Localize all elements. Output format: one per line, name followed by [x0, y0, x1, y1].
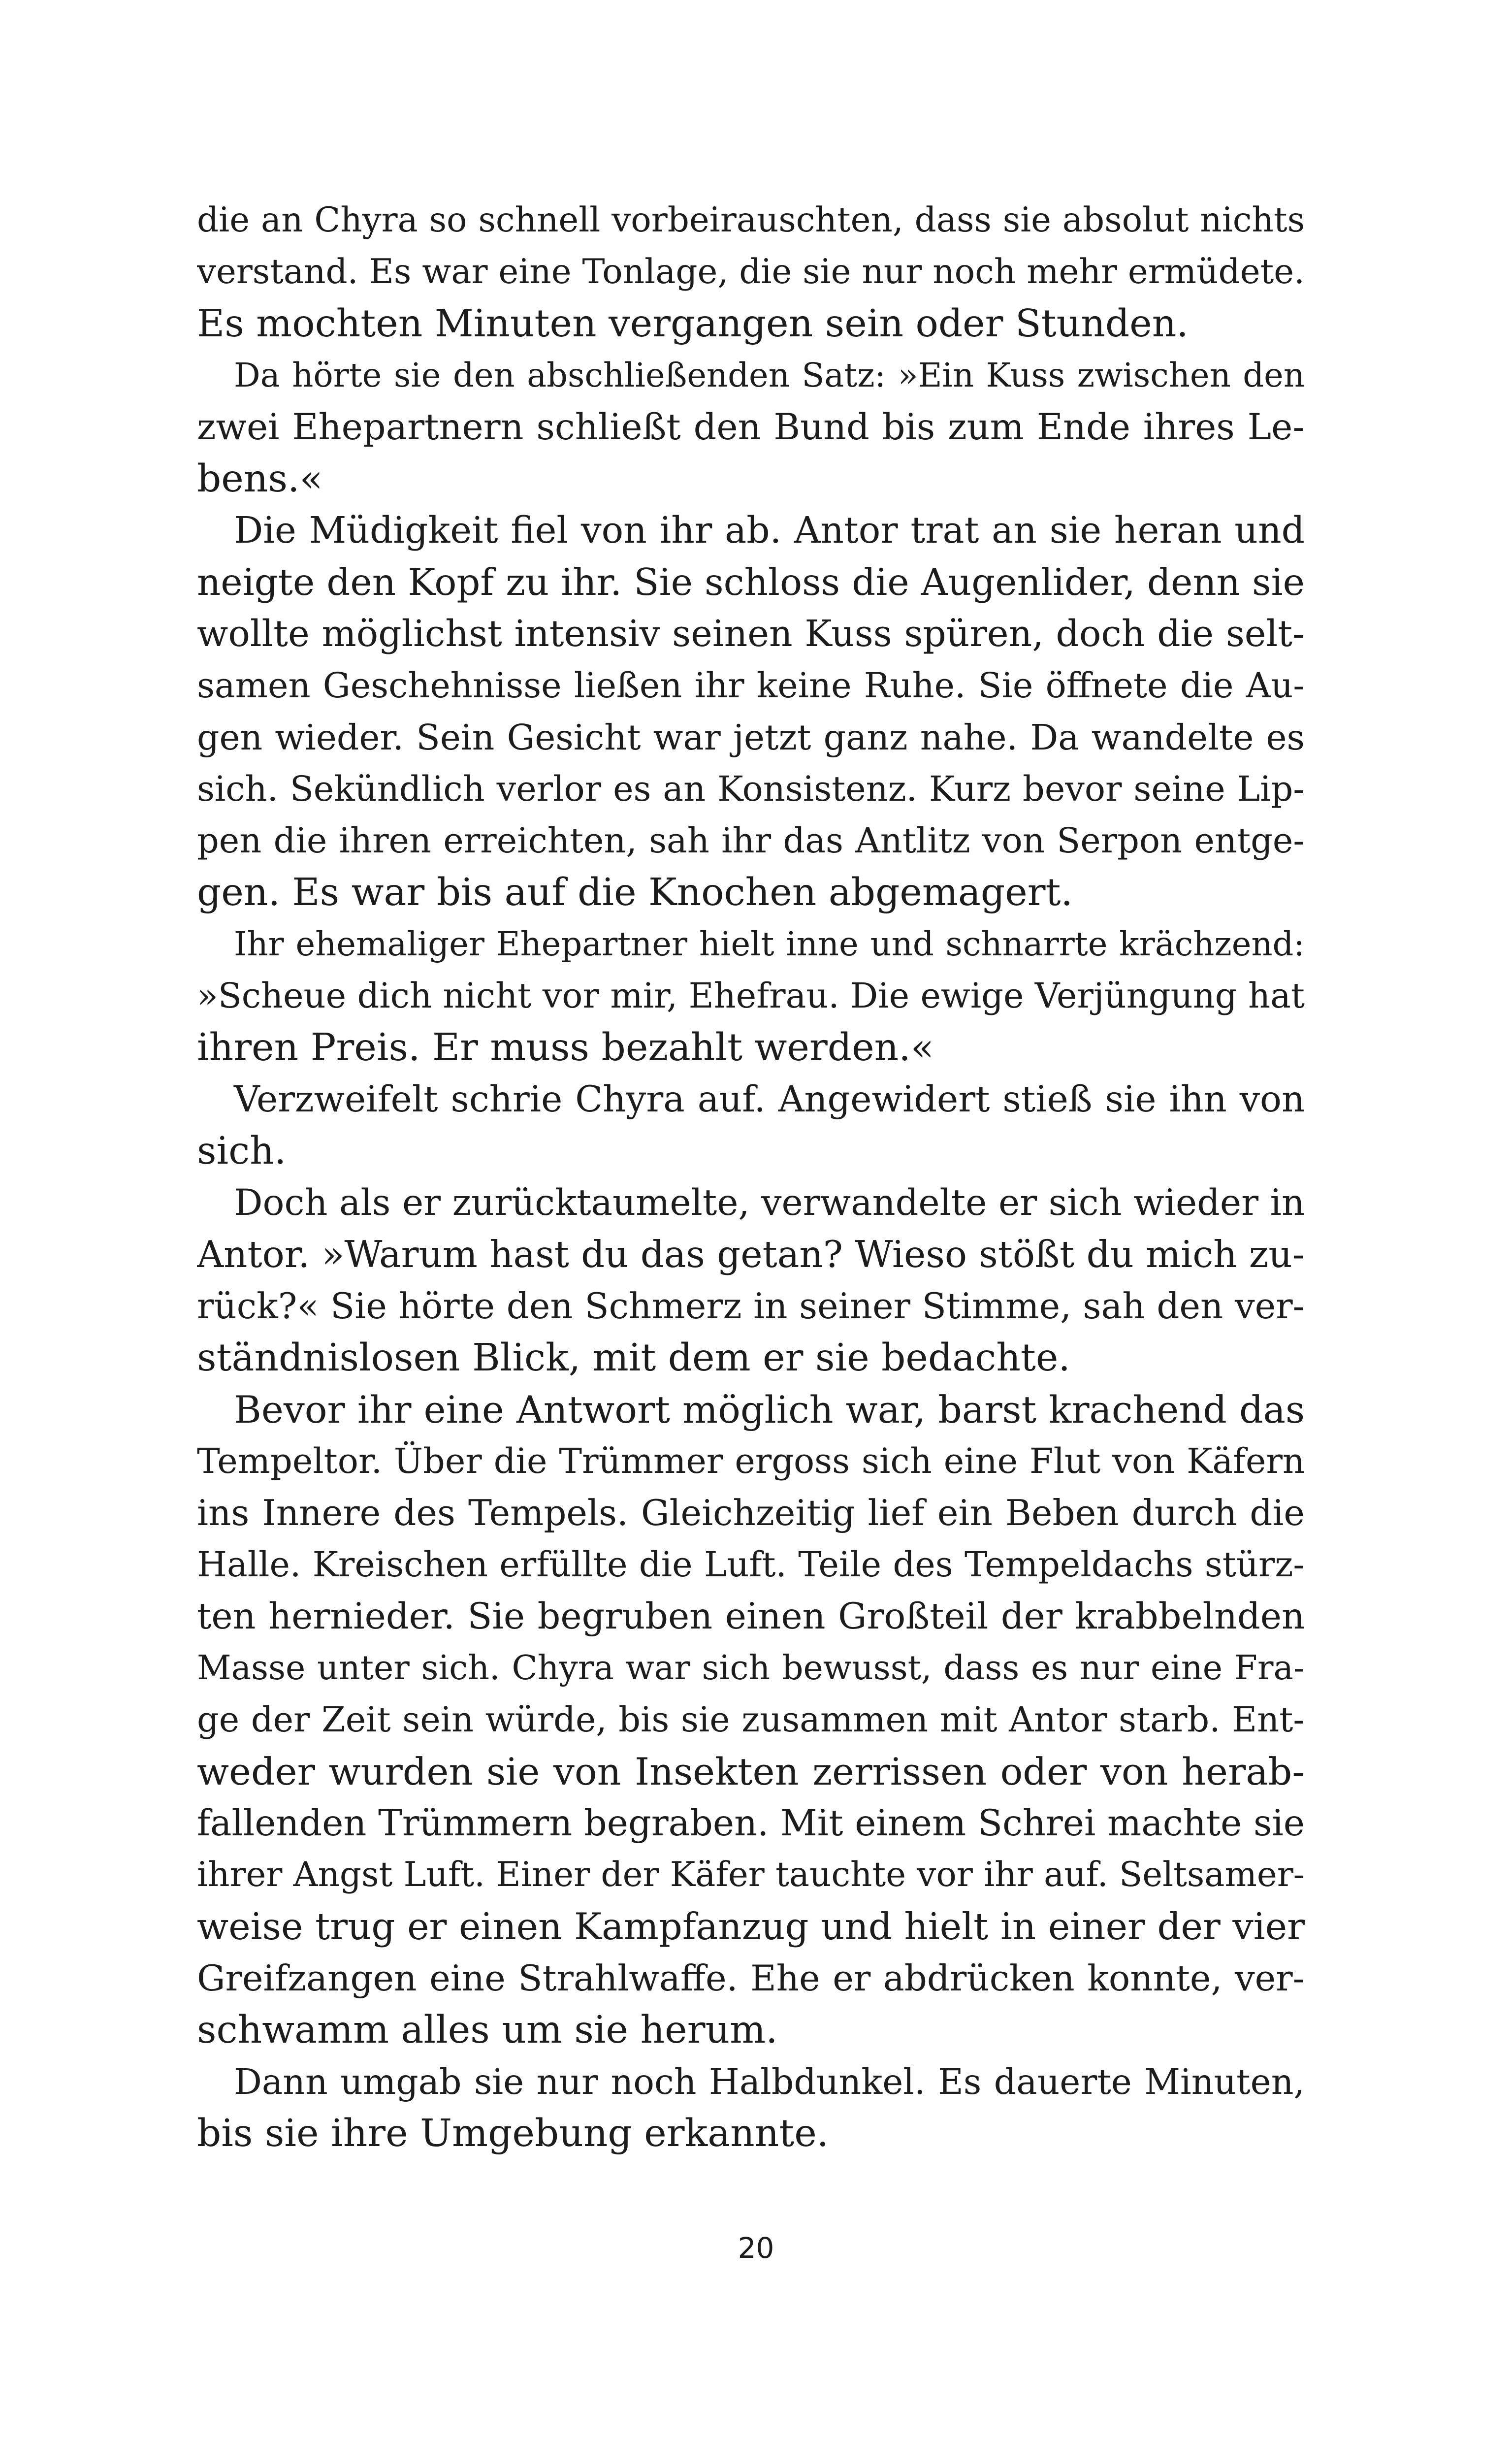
text-line: ständnislosen Blick, mit dem er sie bedachte.	[197, 1336, 1070, 1380]
text-line: weder wurden sie von Insekten zerrissen oder von herab-	[197, 1750, 1305, 1793]
text-line: ihren Preis. Er muss bezahlt werden.«	[197, 1026, 934, 1070]
text-line: Bevor ihr eine Antwort möglich war, barst krachend das	[234, 1388, 1305, 1432]
text-line: Es mochten Minuten vergangen sein oder Stunden.	[197, 302, 1189, 346]
text-line: Verzweifelt schrie Chyra auf. Angewidert stieß sie ihn von	[234, 1078, 1305, 1120]
text-line: sich. Sekündlich verlor es an Konsistenz. Kurz bevor seine Lip-	[197, 769, 1305, 809]
text-line: gen wieder. Sein Gesicht war jetzt ganz nahe. Da wandelte es	[197, 717, 1305, 758]
text-line: pen die ihren erreichten, sah ihr das Antlitz von Serpon entge-	[197, 820, 1305, 861]
text-line: ge der Zeit sein würde, bis sie zusammen mit Antor starb. Ent-	[197, 1699, 1305, 1740]
text-line: Masse unter sich. Chyra war sich bewusst, dass es nur eine Fra-	[197, 1649, 1305, 1688]
text-line: fallenden Trümmern begraben. Mit einem Schrei machte sie	[197, 1802, 1305, 1844]
text-line: »Scheue dich nicht vor mir, Ehefrau. Die ewige Verjüngung hat	[197, 976, 1305, 1016]
text-line: Da hörte sie den abschließenden Satz: »Ein Kuss zwischen den	[234, 356, 1305, 394]
text-line: Doch als er zurücktaumelte, verwandelte er sich wieder in	[234, 1182, 1305, 1224]
text-line: die an Chyra so schnell vorbeirauschten, dass sie absolut nichts	[197, 200, 1305, 240]
text-line: schwamm alles um sie herum.	[197, 2008, 778, 2052]
text-line: Die Müdigkeit fiel von ihr ab. Antor trat an sie heran und	[234, 509, 1305, 552]
text-line: neigte den Kopf zu ihr. Sie schloss die Augenlider, denn sie	[197, 560, 1305, 604]
text-line: ihrer Angst Luft. Einer der Käfer tauchte vor ihr auf. Seltsamer-	[197, 1855, 1305, 1894]
text-line: ten hernieder. Sie begruben einen Großteil der krabbelnden	[197, 1596, 1305, 1637]
text-line: bens.«	[197, 457, 323, 501]
text-line: Dann umgab sie nur noch Halbdunkel. Es dauerte Minuten,	[234, 2061, 1305, 2102]
text-line: ins Innere des Tempels. Gleichzeitig lief ein Beben durch die	[197, 1492, 1305, 1533]
text-line: wollte möglichst intensiv seinen Kuss spüren, doch die selt-	[197, 613, 1305, 655]
text-line: verstand. Es war eine Tonlage, die sie nur noch mehr ermüdete.	[197, 252, 1305, 292]
text-line: zwei Ehepartnern schließt den Bund bis zum Ende ihres Le-	[197, 406, 1305, 448]
page-number: 20	[738, 2231, 774, 2265]
text-line: Antor. »Warum hast du das getan? Wieso stößt du mich zu-	[197, 1233, 1305, 1276]
text-line: rück?« Sie hörte den Schmerz in seiner Stimme, sah den ver-	[197, 1285, 1305, 1327]
text-line: bis sie ihre Umgebung erkannte.	[197, 2112, 829, 2155]
text-line: sich.	[197, 1129, 287, 1173]
body-text	[197, 195, 1305, 2159]
text-line: weise trug er einen Kampfanzug und hielt in einer der vier	[197, 1905, 1305, 1948]
text-line: Halle. Kreischen erfüllte die Luft. Teile des Tempeldachs stürz-	[197, 1544, 1305, 1585]
text-line: Tempeltor. Über die Trümmer ergoss sich eine Flut von Käfern	[197, 1441, 1305, 1481]
text-line: samen Geschehnisse ließen ihr keine Ruhe. Sie öffnete die Au-	[197, 665, 1305, 706]
text-line: Greifzangen eine Strahlwaffe. Ehe er abdrücken konnte, ver-	[197, 1957, 1305, 1999]
text-line: gen. Es war bis auf die Knochen abgemagert.	[197, 871, 1073, 914]
text-line: Ihr ehemaliger Ehepartner hielt inne und schnarrte krächzend:	[234, 925, 1305, 963]
